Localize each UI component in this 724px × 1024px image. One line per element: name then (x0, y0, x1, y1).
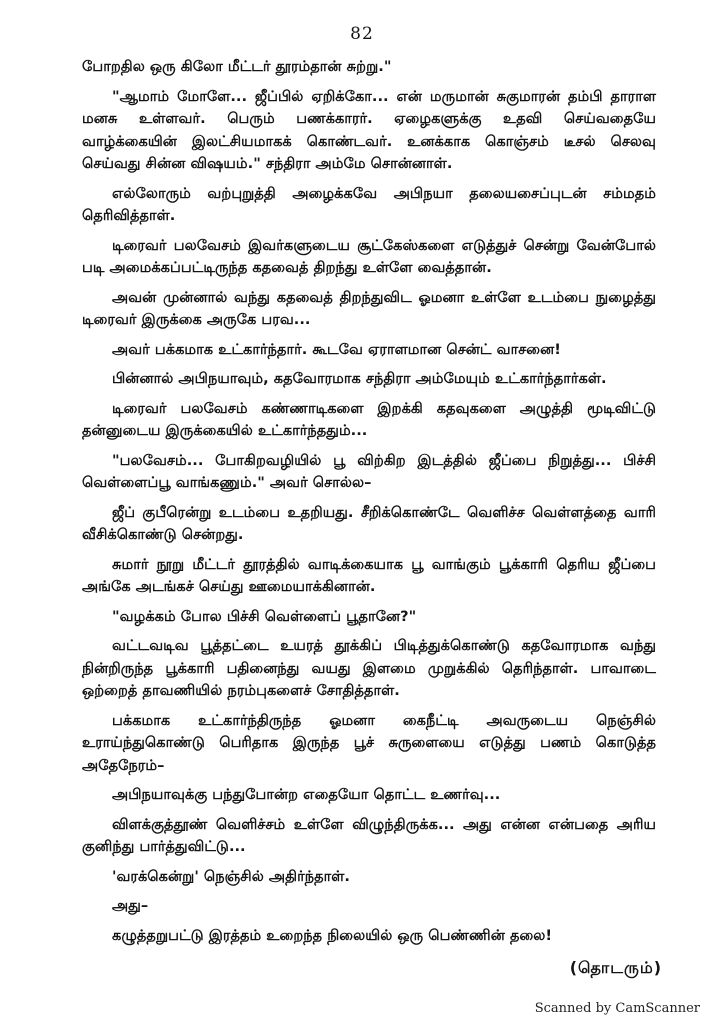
paragraph: வட்டவடிவ பூத்தட்டை உயரத் தூக்கிப் பிடித்துக்கொண்டு கதவோரமாக வந்து நின்றிருந்த பூக்காரி பதினைந்து வயது இளமை முறுக்கில் தெரிந்தாள். பாவாடை ஒற்றைத் தாவணியில் நரம்புகளைச் சோதித்தாள். (82, 637, 656, 699)
page-number: 82 (350, 24, 374, 44)
paragraph: பின்னால் அபிநயாவும், கதவோரமாக சந்திரா அம்மேயும் உட்கார்ந்தார்கள். (112, 370, 607, 387)
paragraph: அவர் பக்கமாக உட்கார்ந்தார். கூடவே ஏராளமான சென்ட் வாசனை! (112, 340, 561, 358)
paragraph: அவன் முன்னால் வந்து கதவைத் திறந்துவிட ஓமனா உள்ளே உடம்பை நுழைத்து டிரைவர் இருக்கை அருகே பரவ... (82, 288, 656, 328)
paragraph: 'வரக்கென்று' நெஞ்சில் அதிர்ந்தாள். (112, 867, 350, 885)
story-text (82, 56, 656, 954)
paragraph: "வழக்கம் போல பிச்சி வெள்ளைப் பூதானே?" (112, 607, 417, 625)
paragraph: எல்லோரும் வற்புறுத்தி அழைக்கவே அபிநயா தலையசைப்புடன் சம்மதம் தெரிவித்தாள். (82, 184, 656, 224)
paragraph: டிரைவர் பலவேசம் கண்ணாடிகளை இறக்கி கதவுகளை அழுத்தி மூடிவிட்டு தன்னுடைய இருக்கையில் உட்கார்ந்ததும்... (82, 399, 656, 439)
paragraph: கழுத்தறுபட்டு இரத்தம் உறைந்த நிலையில் ஒரு பெண்ணின் தலை! (112, 926, 553, 944)
paragraph: ஜீப் குபீரென்று உடம்பை உதறியது. சீறிக்கொண்டே வெளிச்ச வெள்ளத்தை வாரி வீசிக்கொண்டு சென்றது. (82, 503, 656, 543)
paragraph: அது– (112, 897, 149, 914)
paragraph: விளக்குத்தூண் வெளிச்சம் உள்ளே விழுந்திருக்க... அது என்ன என்பதை அரிய குனிந்து பார்த்துவிட்டு... (82, 815, 656, 855)
continued-mark: (தொடரும்) (569, 958, 662, 977)
scanner-watermark: Scanned by CamScanner (534, 1001, 700, 1016)
paragraph: "ஆமாம் மோளே... ஜீப்பில் ஏறிக்கோ... என் மருமான் சுகுமாரன் தம்பி தாராள மனசு உள்ளவர். பெரும் பணக்காரர். ஏழைகளுக்கு உதவி செய்வதையே வாழ்க்கையின் இலட்சியமாகக் கொண்டவர். உனக்காக கொஞ்சம் டீசல் செலவு செய்வது சின்ன விஷயம்." சந்திரா அம்மே சொன்னாள். (82, 87, 656, 172)
paragraph: போறதில ஒரு கிலோ மீட்டர் தூரம்தான் சுற்று." (82, 58, 392, 75)
paragraph: டிரைவர் பலவேசம் இவர்களுடைய சூட்கேஸ்களை எடுத்துச் சென்று வேன்போல் படி அமைக்கப்பட்டிருந்த கதவைத் திறந்து உள்ளே வைத்தான். (82, 236, 656, 276)
paragraph: சுமார் நூறு மீட்டர் தூரத்தில் வாடிக்கையாக பூ வாங்கும் பூக்காரி தெரிய ஜீப்பை அங்கே அடங்கச் செய்து ஊமையாக்கினான். (82, 555, 656, 595)
paragraph: பக்கமாக உட்கார்ந்திருந்த ஓமனா கைநீட்டி அவருடைய நெஞ்சில் உராய்ந்துகொண்டு பெரிதாக இருந்த பூச் சுருளையை எடுத்து பணம் கொடுத்த அதேநேரம்– (82, 711, 656, 774)
paragraph: "பலவேசம்... போகிறவழியில் பூ விற்கிற இடத்தில் ஜீப்பை நிறுத்து... பிச்சி வெள்ளைப்பூ வாங்கணும்." அவர் சொல்ல– (82, 451, 656, 491)
paragraph: அபிநயாவுக்கு பந்துபோன்ற எதையோ தொட்ட உணர்வு... (112, 786, 501, 803)
